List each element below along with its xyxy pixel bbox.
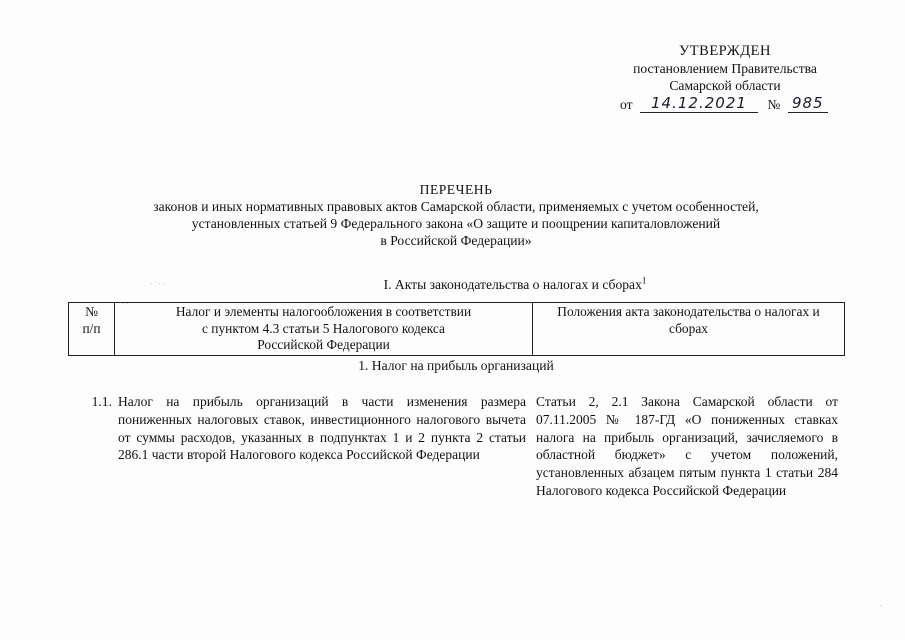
document-title-line-3: в Российской Федерации» [380,233,532,248]
scan-speck: · [880,603,882,610]
header-tax-line-1: Налог и элементы налогообложения в соответствии [175,304,472,319]
scan-speck: · ˙ · · [150,281,165,288]
number-prefix: № [767,97,781,112]
document-title-line-1: законов и иных нормативных правовых актов Самарской области, применяемых с учетом особенностей, [153,199,759,214]
header-tax-line-3: Российской Федерации [257,337,390,352]
scan-speck: · · [122,301,128,308]
date-underline [640,95,758,113]
handwritten-number: 985 [791,94,824,112]
header-provisions-line-2: сборах [669,320,708,336]
approval-line-2: Самарской области [669,78,781,93]
section-title-text: I. Акты законодательства о налогах и сборах [383,277,642,292]
header-number-line-2: п/п [82,320,101,336]
document-title-block [100,181,812,249]
footnote-mark: 1 [641,275,647,286]
header-cell-number [69,303,115,356]
document-title-line-2: установленных статьей 9 Федерального закона «О защите и поощрении капиталовложений [191,216,721,231]
table-header-row [69,303,845,356]
header-cell-provisions [533,303,845,356]
section-title [300,276,730,293]
row-tax-description: Налог на прибыль организаций в части изменения размера пониженных налоговых ставок, инвестиционного налогового вычета от суммы расходов, указанных в подпунктах 1 и 2 пункта 2 статьи 286.1 части второй Налогового кодекса Российской Федерации [118,394,526,463]
subsection-title: 1. Налог на прибыль организаций [358,358,554,373]
document-heading: ПЕРЕЧЕНЬ [419,182,493,197]
approval-line-1: постановлением Правительства [633,61,817,76]
approval-stamp: УТВЕРЖДЕН [679,43,771,59]
header-cell-tax [115,303,533,356]
approval-date-line [600,95,850,117]
handwritten-date: 14.12.2021 [651,94,747,112]
header-provisions-line-1: Положения акта законодательства о налогах и [557,304,820,319]
table-header [68,302,845,356]
approval-block [600,42,850,117]
row-number: 1.1. [91,394,112,409]
header-number-line-1: № [85,304,98,319]
number-underline [788,95,828,113]
date-prefix: от [620,97,633,112]
row-law-provisions: Статьи 2, 2.1 Закона Самарской области от 07.11.2005 № 187-ГД «О пониженных ставках налога на прибыль организаций, зачисляемого в областной бюджет» с учетом положений, установленных абзацем пятым пункта 1 статьи 284 Налогового кодекса Российской Федерации [536,394,838,498]
header-tax-line-2: с пунктом 4.3 статьи 5 Налогового кодекса [202,320,445,336]
